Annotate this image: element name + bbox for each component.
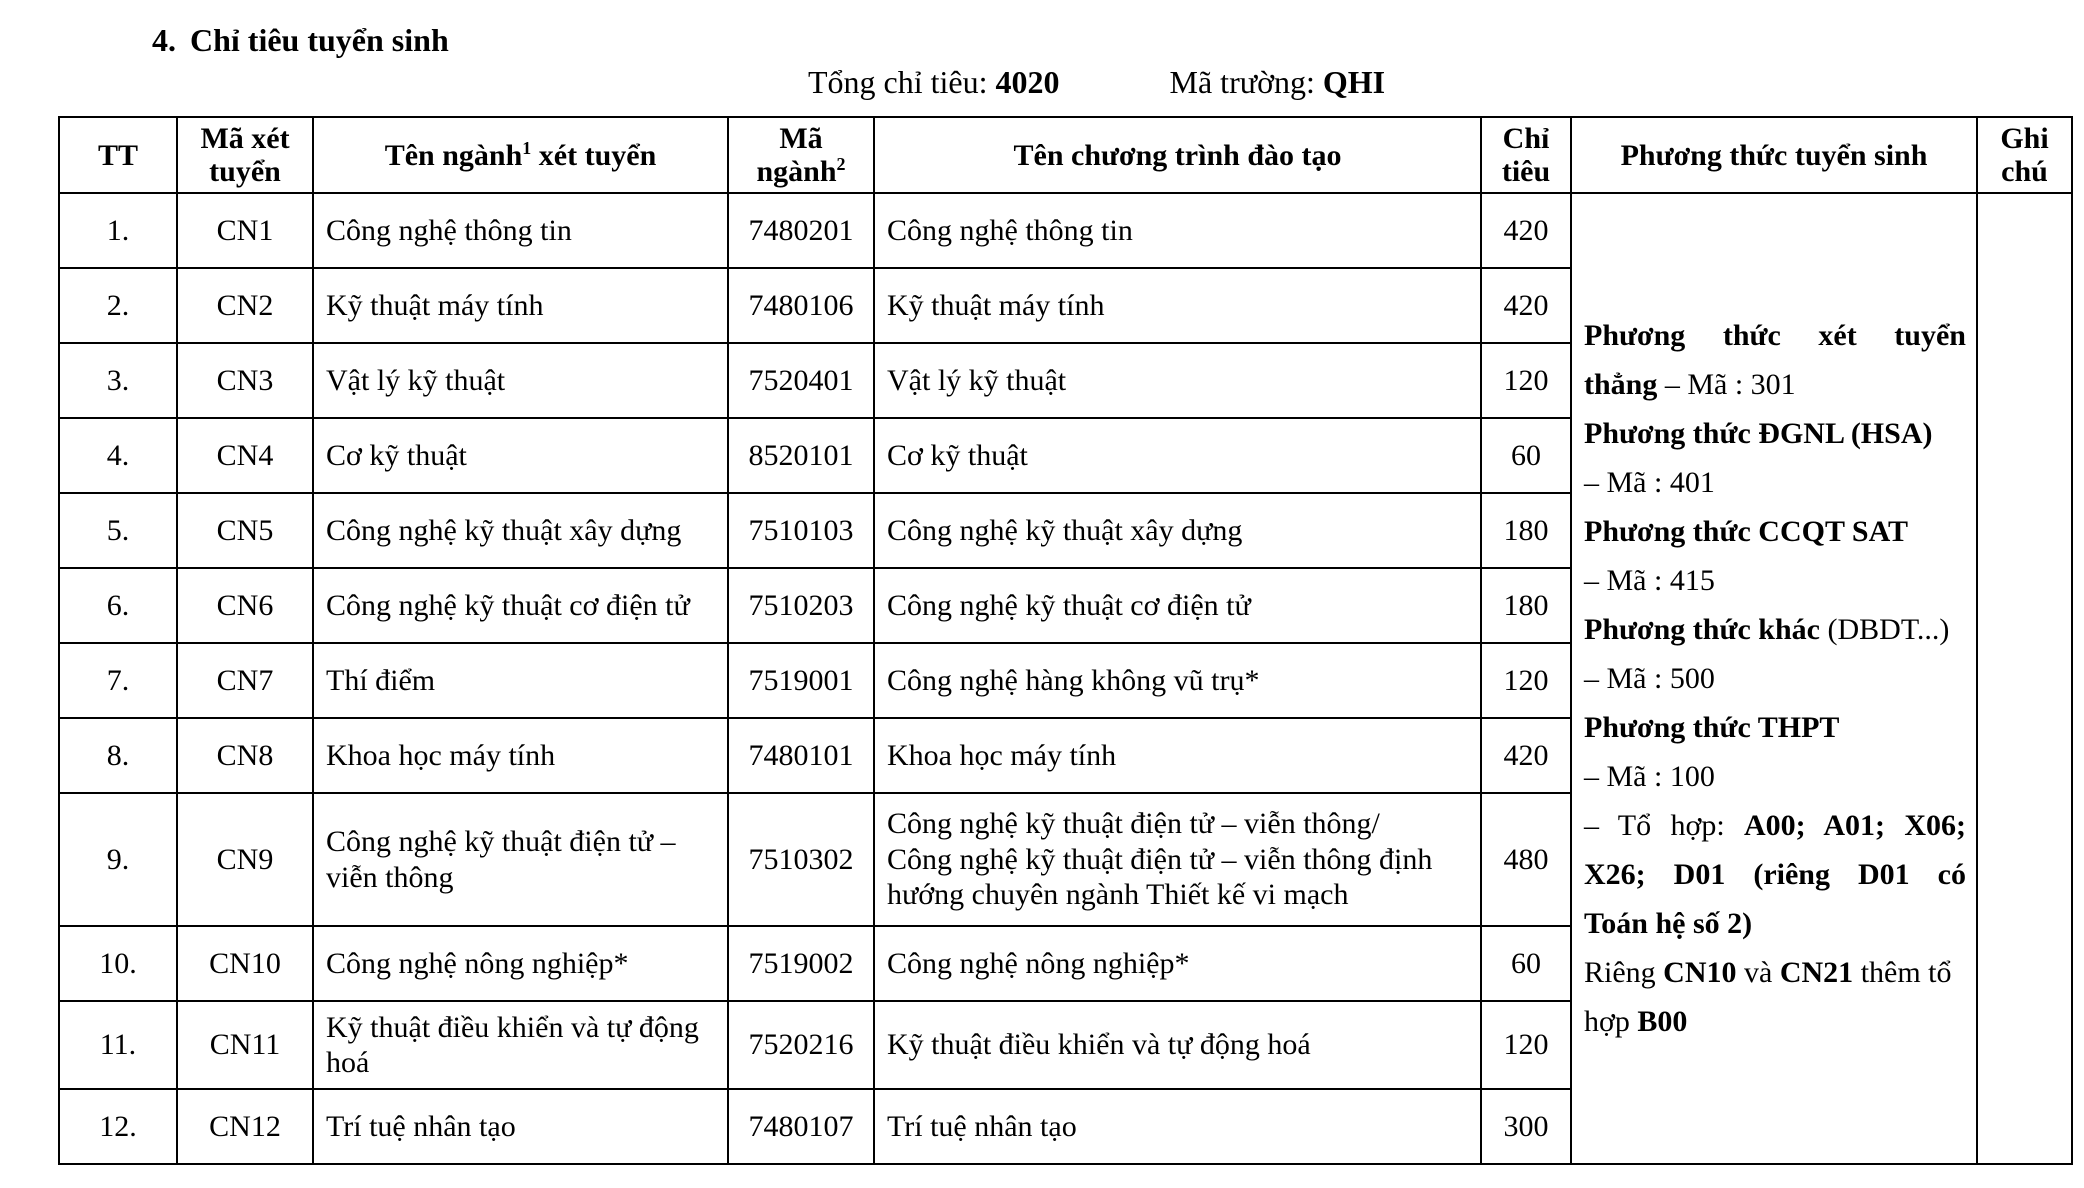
cell-major-code: 7480107 — [728, 1089, 874, 1164]
note-cn10: CN10 — [1663, 956, 1737, 989]
cell-major: Công nghệ kỹ thuật xây dựng — [313, 493, 728, 568]
header-ma-xet-tuyen: Mã xét tuyển — [177, 117, 313, 193]
cell-major-code: 7480101 — [728, 718, 874, 793]
cell-major: Công nghệ nông nghiệp* — [313, 926, 728, 1001]
note-prefix: Riêng — [1584, 956, 1664, 989]
header-ten-nganh: Tên ngành$^1$ xét tuyển — [313, 117, 728, 193]
cell-program: Kỹ thuật điều khiển và tự động hoá — [874, 1001, 1481, 1089]
school-code-label: Mã trường: — [1169, 64, 1315, 100]
cell-tt: 12. — [59, 1089, 177, 1164]
cell-program: Vật lý kỹ thuật — [874, 343, 1481, 418]
cell-major: Trí tuệ nhân tạo — [313, 1089, 728, 1164]
cell-major: Công nghệ kỹ thuật điện tử – viễn thông — [313, 793, 728, 926]
cell-major-code: 7510203 — [728, 568, 874, 643]
program-line: Công nghệ kỹ thuật điện tử – viễn thông định — [887, 842, 1433, 876]
combo-c: Toán hệ số 2) — [1584, 907, 1753, 940]
header-chuong-trinh: Tên chương trình đào tạo — [874, 117, 1481, 193]
note-cn21: CN21 — [1779, 956, 1854, 989]
cell-quota: 120 — [1481, 643, 1571, 718]
cell-quota: 420 — [1481, 718, 1571, 793]
cell-code: CN5 — [177, 493, 313, 568]
program-line: Công nghệ kỹ thuật điện tử – viễn thông/ — [887, 807, 1380, 841]
cell-major-code: 7520401 — [728, 343, 874, 418]
cell-major: Khoa học máy tính — [313, 718, 728, 793]
table-row — [59, 193, 2072, 268]
method-4-extra: (DBDT...) — [1820, 613, 1950, 646]
method-3-title: Phương thức CCQT SAT — [1584, 515, 1909, 548]
cell-quota: 60 — [1481, 926, 1571, 1001]
cell-code: CN8 — [177, 718, 313, 793]
header-ghi-chu: Ghi chú — [1977, 117, 2072, 193]
cell-quota: 120 — [1481, 1001, 1571, 1089]
cell-major: Kỹ thuật điều khiển và tự động hoá — [313, 1001, 728, 1089]
method-4-title: Phương thức khác — [1584, 613, 1820, 646]
header-ma-nganh: Mã ngành$^2$ — [728, 117, 874, 193]
cell-quota: 180 — [1481, 568, 1571, 643]
method-2-title: Phương thức ĐGNL (HSA) — [1584, 417, 1933, 450]
cell-tt: 9. — [59, 793, 177, 926]
school-code-value: QHI — [1322, 64, 1386, 100]
method-5-title: Phương thức THPT — [1584, 711, 1840, 744]
notes-cell — [1977, 193, 2072, 1164]
cell-tt: 1. — [59, 193, 177, 268]
cell-tt: 3. — [59, 343, 177, 418]
cell-tt: 8. — [59, 718, 177, 793]
cell-tt: 5. — [59, 493, 177, 568]
cell-major: Công nghệ thông tin — [313, 193, 728, 268]
method-5-code: – Mã : 100 — [1584, 760, 1715, 793]
method-1-title-b: thẳng — [1584, 368, 1658, 401]
cell-program: Công nghệ hàng không vũ trụ* — [874, 643, 1481, 718]
cell-program: Cơ kỹ thuật — [874, 418, 1481, 493]
summary-line — [808, 64, 1385, 101]
section-number: 4. — [152, 22, 176, 58]
cell-program: Công nghệ nông nghiệp* — [874, 926, 1481, 1001]
program-line: hướng chuyên ngành Thiết kế vi mạch — [887, 878, 1349, 912]
cell-major: Thí điểm — [313, 643, 728, 718]
combo-b: X26; D01 (riêng D01 có — [1584, 858, 1966, 891]
section-heading — [152, 22, 449, 59]
cell-tt: 10. — [59, 926, 177, 1001]
cell-code: CN4 — [177, 418, 313, 493]
cell-major: Vật lý kỹ thuật — [313, 343, 728, 418]
note-suffix: thêm tổ — [1853, 956, 1952, 989]
admission-methods-cell — [1571, 193, 1977, 1164]
section-title: Chỉ tiêu tuyển sinh — [190, 22, 449, 58]
cell-quota: 420 — [1481, 268, 1571, 343]
cell-major: Kỹ thuật máy tính — [313, 268, 728, 343]
cell-quota: 420 — [1481, 193, 1571, 268]
method-1-title-a: Phương thức xét tuyển — [1584, 319, 1966, 352]
admission-quota-table — [58, 116, 2073, 1165]
table-header-row — [59, 117, 2072, 193]
cell-quota: 180 — [1481, 493, 1571, 568]
cell-tt: 7. — [59, 643, 177, 718]
cell-quota: 300 — [1481, 1089, 1571, 1164]
cell-major-code: 7480201 — [728, 193, 874, 268]
method-2-code: – Mã : 401 — [1584, 466, 1715, 499]
cell-program: Công nghệ kỹ thuật cơ điện tử — [874, 568, 1481, 643]
cell-major-code: 7519001 — [728, 643, 874, 718]
cell-program: Khoa học máy tính — [874, 718, 1481, 793]
combo-prefix: – Tổ hợp: — [1584, 809, 1745, 842]
cell-tt: 11. — [59, 1001, 177, 1089]
method-1-code: – Mã : 301 — [1657, 368, 1796, 401]
cell-major-code: 8520101 — [728, 418, 874, 493]
cell-tt: 2. — [59, 268, 177, 343]
cell-program — [874, 793, 1481, 926]
total-quota-label: Tổng chỉ tiêu: — [808, 64, 988, 100]
cell-code: CN7 — [177, 643, 313, 718]
cell-program: Công nghệ thông tin — [874, 193, 1481, 268]
cell-code: CN9 — [177, 793, 313, 926]
note-and: và — [1736, 956, 1780, 989]
cell-code: CN11 — [177, 1001, 313, 1089]
cell-code: CN6 — [177, 568, 313, 643]
cell-code: CN2 — [177, 268, 313, 343]
combo-a: A00; A01; X06; — [1744, 809, 1967, 842]
cell-major-code: 7520216 — [728, 1001, 874, 1089]
cell-major-code: 7510103 — [728, 493, 874, 568]
cell-tt: 6. — [59, 568, 177, 643]
cell-major-code: 7510302 — [728, 793, 874, 926]
cell-quota: 60 — [1481, 418, 1571, 493]
cell-code: CN1 — [177, 193, 313, 268]
cell-tt: 4. — [59, 418, 177, 493]
cell-major-code: 7480106 — [728, 268, 874, 343]
cell-major: Cơ kỹ thuật — [313, 418, 728, 493]
header-chi-tieu: Chỉ tiêu — [1481, 117, 1571, 193]
cell-program: Công nghệ kỹ thuật xây dựng — [874, 493, 1481, 568]
header-tt: TT — [59, 117, 177, 193]
header-phuong-thuc: Phương thức tuyển sinh — [1571, 117, 1977, 193]
cell-major: Công nghệ kỹ thuật cơ điện tử — [313, 568, 728, 643]
cell-code: CN12 — [177, 1089, 313, 1164]
cell-program: Trí tuệ nhân tạo — [874, 1089, 1481, 1164]
method-4-code: – Mã : 500 — [1584, 662, 1715, 695]
cell-quota: 120 — [1481, 343, 1571, 418]
cell-program: Kỹ thuật máy tính — [874, 268, 1481, 343]
cell-quota: 480 — [1481, 793, 1571, 926]
method-3-code: – Mã : 415 — [1584, 564, 1715, 597]
note-line2-prefix: hợp — [1584, 1005, 1638, 1038]
cell-major-code: 7519002 — [728, 926, 874, 1001]
note-b00: B00 — [1637, 1005, 1688, 1038]
cell-code: CN10 — [177, 926, 313, 1001]
total-quota-value: 4020 — [995, 64, 1060, 100]
cell-code: CN3 — [177, 343, 313, 418]
